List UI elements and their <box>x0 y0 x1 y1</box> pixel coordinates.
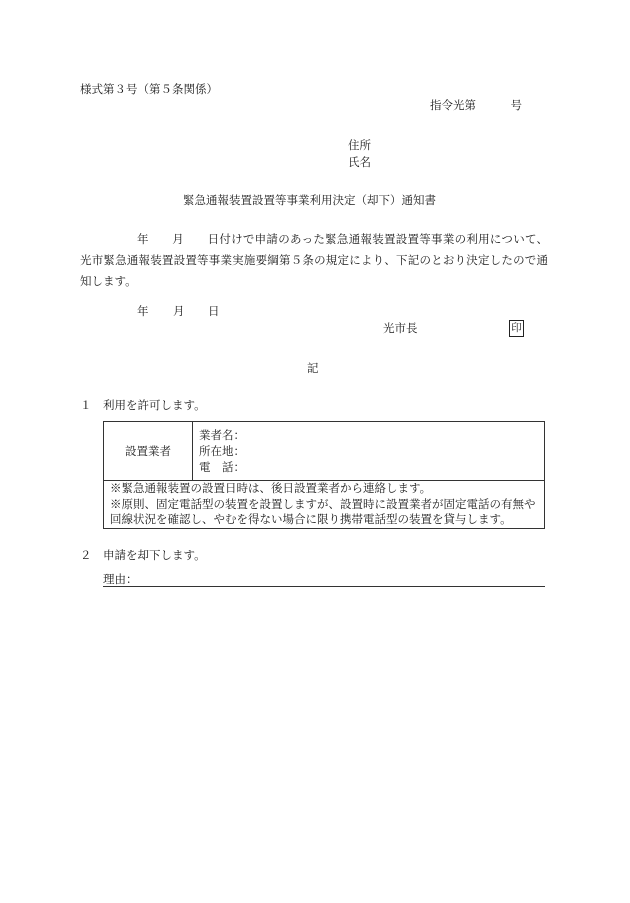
reason-label: 理由： <box>103 572 138 586</box>
item1-text: 利用を許可します。 <box>103 398 206 412</box>
item2-number: ２ <box>80 548 92 562</box>
date-month: 月 <box>173 304 185 318</box>
document-number: 指令光第 号 <box>430 98 522 112</box>
reason-underline <box>103 586 545 587</box>
company-name-field: 業者名： <box>199 428 245 442</box>
installer-fields <box>193 422 545 481</box>
date-year: 年 <box>137 304 149 318</box>
seal-icon: 印 <box>509 320 524 337</box>
item1-number: １ <box>80 398 92 412</box>
issuer-title: 光市長 <box>383 321 418 335</box>
phone-field: 電 話： <box>199 460 245 474</box>
body-paragraph: 年 月 日付けで申請のあった緊急通報装置設置等事業の利用について、光市緊急通報装置設置等事業実施要綱第５条の規定により、下記のとおり決定したので通知します。 <box>80 232 548 288</box>
item2-text: 申請を却下します。 <box>103 548 206 562</box>
installer-table <box>103 421 545 529</box>
name-label: 氏名 <box>348 155 371 169</box>
form-number: 様式第３号（第５条関係） <box>80 82 218 96</box>
installer-label: 設置業者 <box>104 422 193 481</box>
note-2: ※原則、固定電話型の装置を設置しますが、設置時に設置業者が固定電話の有無や回線状況を確認し、やむを得ない場合に限り携帯電話型の装置を貸与します。 <box>110 496 536 526</box>
address-label: 住所 <box>348 138 371 152</box>
note-1: ※緊急通報装置の設置日時は、後日設置業者から連絡します。 <box>110 481 432 495</box>
location-field: 所在地： <box>199 444 245 458</box>
date-day: 日 <box>208 304 220 318</box>
document-title: 緊急通報装置設置等事業利用決定（却下）通知書 <box>183 193 436 207</box>
notes-cell <box>104 481 545 529</box>
ki-heading: 記 <box>307 361 319 375</box>
